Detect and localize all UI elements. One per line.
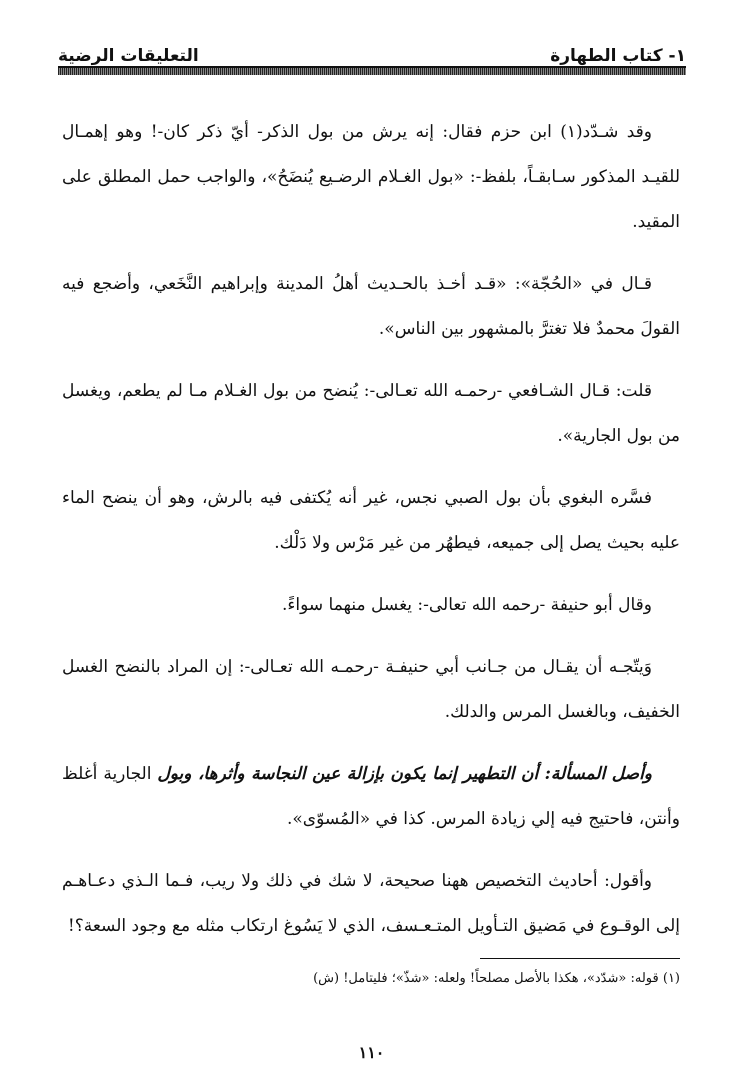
paragraph-8: وأقول: أحاديث التخصيص ههنا صحيحة، لا شك في ذلك ولا ريب، فـما الـذي دعـاهـم إلى الوقـوع في مَضيق التـأويل المتـعـسف، الذي لا يَسُوغ ارتكاب مثله مع وجود السعة؟! bbox=[62, 871, 680, 936]
paragraph-4: فسَّره البغوي بأن بول الصبي نجس، غير أنه يُكتفى فيه بالرش، وهو أن ينضح الماء عليه بحيث يصل إلى جميعه، فيطهُر من غير مَرْس ولا دَلْك. bbox=[62, 488, 680, 553]
paragraph-6: وَيتّجـه أن يقـال من جـانب أبي حنيفـة -رحمـه الله تعـالى-: إن المراد بالنضح الغسل الخفيف، وبالغسل المرس والدلك. bbox=[62, 657, 680, 722]
header-rule bbox=[58, 66, 686, 75]
footnote: (١) قوله: «شدّد»، هكذا بالأصل مصلحاً! ولعله: «شذّ»؛ فليتامل! (ش) bbox=[313, 971, 680, 986]
paragraph-7 bbox=[62, 752, 680, 842]
paragraph-3: قلت: قـال الشـافعي -رحمـه الله تعـالى-: يُنضح من بول الغـلام مـا لم يطعم، ويغسل من بول الجارية». bbox=[62, 381, 680, 446]
paragraph-2: قـال في «الحُجّة»: «قـد أخـذ بالحـديث أهلُ المدينة وإبراهيم النَّخَعي، وأضجع فيه القولَ محمدٌ فلا تغترَّ بالمشهور بين الناس». bbox=[62, 274, 680, 339]
paragraph-7-rest: الجارية أغلظ وأنتن، فاحتيج فيه إلي زيادة المرس. كذا في «المُسوّى». bbox=[62, 764, 680, 829]
paragraph-7-lead: وأصل المسألة: أن التطهير إنما يكون بإزالة عين النجاسة وأثرها، وبول bbox=[157, 764, 652, 784]
footnote-rule bbox=[480, 958, 680, 959]
running-header bbox=[58, 38, 686, 66]
body-text bbox=[62, 110, 680, 966]
chapter-title: ١- كتاب الطهارة bbox=[550, 46, 686, 66]
page-number: ١١٠ bbox=[358, 1043, 385, 1062]
book-title: التعليقات الرضية bbox=[58, 46, 199, 66]
paragraph-5: وقال أبو حنيفة -رحمه الله تعالى-: يغسل منهما سواءً. bbox=[282, 595, 652, 615]
paragraph-1: وقد شـدّد(١) ابن حزم فقال: إنه يرش من بول الذكر- أيّ ذكر كان-! وهو إهمـال للقيـد المذكور سـابقـاً، بلفظ-: «بول الغـلام الرضـيع يُنضَحُ»، والواجب حمل المطلق على المقيد. bbox=[62, 122, 680, 232]
